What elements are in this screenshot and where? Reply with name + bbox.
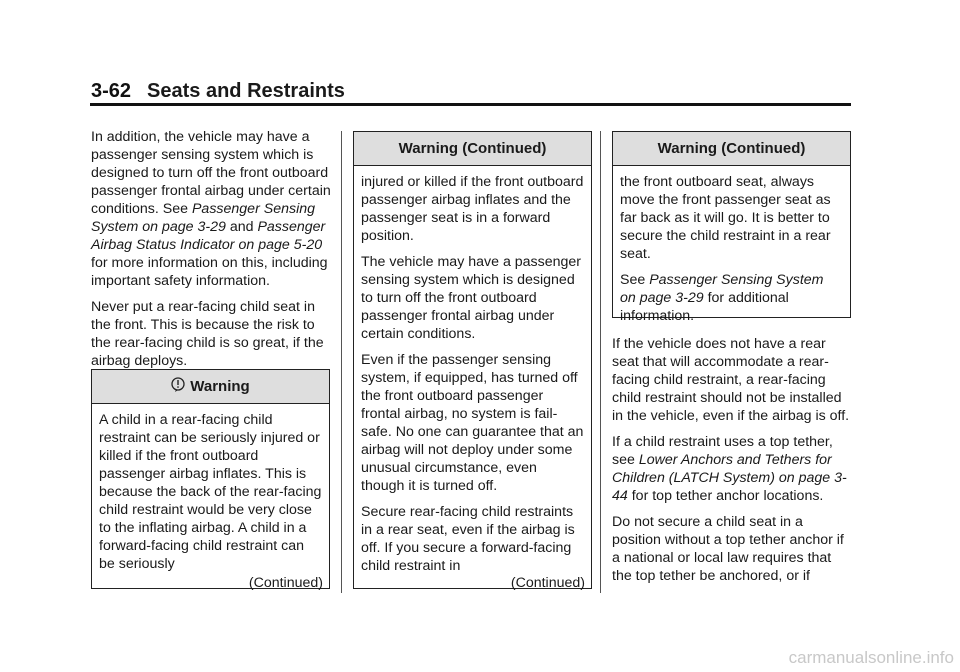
warning-text: A child in a rear-facing child restraint can be seriously injured or killed if the front outboard passenger airbag inflates. This is because the back of the rear-facing child restraint would be very close to the inflating airbag. A child in a forward-facing child restraint can be seriously xyxy=(99,412,322,572)
column-divider-1 xyxy=(341,131,342,593)
text: In addition, the vehicle may have a passenger sensing system which is designed to turn off the front outboard passenger frontal airbag under certain conditions. See xyxy=(91,129,331,217)
text: and xyxy=(229,219,254,235)
cross-reference-link[interactable]: Passenger Airbag Status Indicator on page 5-20 xyxy=(91,219,326,253)
header-rule xyxy=(90,103,851,106)
warning-body xyxy=(613,166,850,325)
paragraph-no-rear-seat: If the vehicle does not have a rear seat that will accommodate a rear-facing child restraint, a rear-facing child restraint should not be installed in the vehicle, even if the airbag is off. xyxy=(612,336,850,424)
warning-header xyxy=(354,132,591,166)
warning-text: the front outboard seat, always move the front passenger seat as far back as it will go. It is better to secure the child restraint in a rear seat. xyxy=(620,174,831,262)
text: If a child restraint uses a top tether, see xyxy=(612,434,833,468)
paragraph-top-tether xyxy=(612,433,852,505)
continued-label: (Continued) xyxy=(510,575,585,591)
warning-text xyxy=(620,271,843,325)
text: for additional information. xyxy=(620,290,789,324)
paragraph-do-not-secure: Do not secure a child seat in a position without a top tether anchor if a national or local law requires that the top tether be anchored, or if xyxy=(612,514,844,584)
warning-header xyxy=(613,132,850,166)
paragraph-passenger-sensing xyxy=(91,128,331,290)
page-header xyxy=(91,80,345,103)
cross-reference-link[interactable]: Passenger Sensing System on page 3-29 xyxy=(620,272,824,306)
cross-reference-link[interactable]: Lower Anchors and Tethers for Children (LATCH System) on page 3-44 xyxy=(612,452,847,504)
warning-body xyxy=(354,166,591,575)
cross-reference-link[interactable]: Passenger Sensing System on page 3-29 xyxy=(91,201,316,235)
text: for more information on this, including important safety information. xyxy=(91,255,328,289)
section-number: 3-62 xyxy=(91,80,132,102)
chapter-title: Seats and Restraints xyxy=(147,80,345,102)
warning-title: Warning (Continued) xyxy=(398,140,547,157)
continued-label: (Continued) xyxy=(248,575,323,591)
text: See xyxy=(620,272,646,288)
warning-header xyxy=(92,370,329,404)
warning-box-2 xyxy=(353,131,592,589)
warning-box-3 xyxy=(612,131,851,324)
warning-text: Secure rear-facing child restraints in a rear seat, even if the airbag is off. If you secure a forward-facing child restraint in xyxy=(361,504,575,574)
column-1 xyxy=(91,128,331,378)
warning-title: Warning xyxy=(190,378,250,395)
text: for top tether anchor locations. xyxy=(631,488,824,504)
warning-box-1 xyxy=(91,369,330,589)
warning-text: Even if the passenger sensing system, if equipped, has turned off the front outboard passenger frontal airbag, no system is fail-safe. No one can guarantee that an airbag will not deploy under some unusual circumstance, even though it is turned off. xyxy=(361,352,584,494)
column-3-text xyxy=(612,335,852,593)
warning-text: The vehicle may have a passenger sensing system which is designed to turn off the front outboard passenger frontal airbag under certain conditions. xyxy=(361,254,582,342)
paragraph-never-rear-facing: Never put a rear-facing child seat in the front. This is because the risk to the rear-facing child is so great, if the airbag deploys. xyxy=(91,299,324,369)
warning-body xyxy=(92,404,329,573)
column-divider-2 xyxy=(600,131,601,593)
watermark: carmanualsonline.info xyxy=(788,648,954,667)
warning-title: Warning (Continued) xyxy=(657,140,806,157)
warning-text: injured or killed if the front outboard passenger airbag inflates and the passenger seat is in a forward position. xyxy=(361,174,584,244)
warning-icon xyxy=(171,377,185,396)
